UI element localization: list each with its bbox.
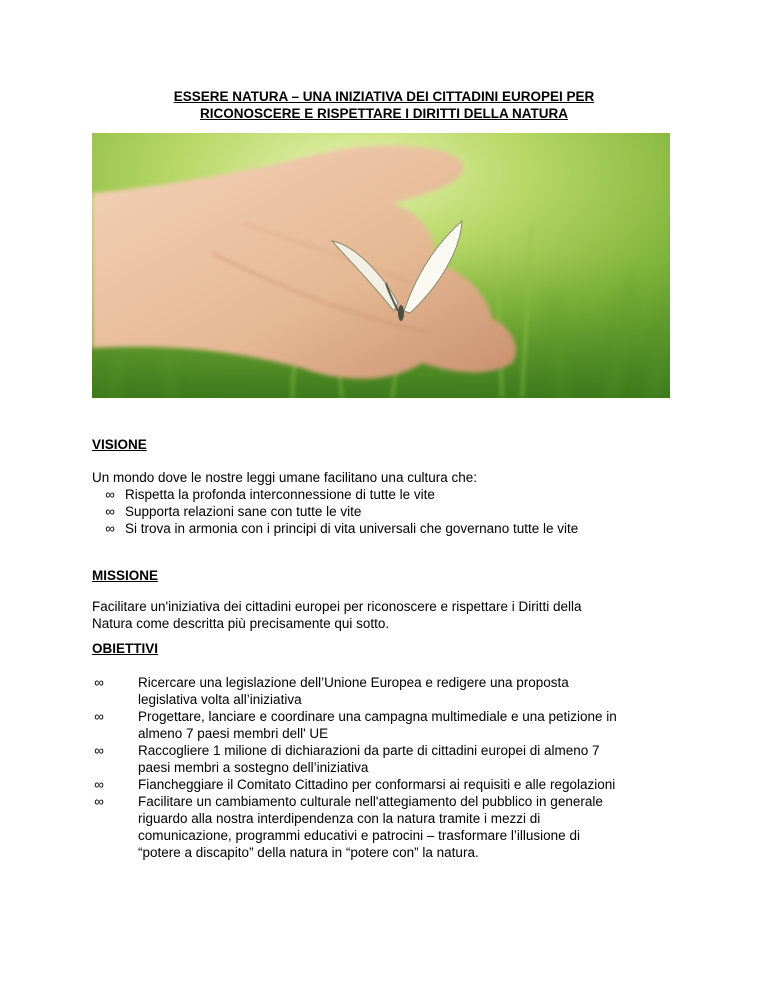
- list-item-text: [138, 793, 617, 861]
- list-item-line: “potere a discapito” della natura in “potere con” la natura.: [138, 845, 479, 860]
- list-item-line: Raccogliere 1 milione di dichiarazioni da parte di cittadini europei di almeno 7: [138, 743, 600, 758]
- list-item: [92, 776, 617, 793]
- document-title: [0, 88, 768, 122]
- list-item-text: [138, 708, 617, 742]
- list-item-line: riguardo alla nostra interdipendenza con la natura tramite i mezzi di: [138, 811, 541, 826]
- infinity-bullet-icon: ∞: [94, 675, 104, 690]
- list-item: [103, 486, 578, 503]
- list-item-text: [138, 776, 617, 793]
- goals-heading: OBIETTIVI: [92, 641, 159, 656]
- list-item: [92, 742, 617, 776]
- list-item: [103, 503, 578, 520]
- infinity-bullet-icon: ∞: [94, 794, 104, 809]
- mission-paragraph: [92, 598, 682, 632]
- goals-list: [92, 674, 617, 861]
- list-item-line: Fiancheggiare il Comitato Cittadino per conformarsi ai requisiti e alle regolazioni: [138, 777, 616, 792]
- infinity-bullet-icon: ∞: [105, 487, 115, 502]
- list-item-line: legislativa volta all’iniziativa: [138, 692, 302, 707]
- list-item-text: [138, 674, 617, 708]
- list-item-line: paesi membri a sostegno dell’iniziativa: [138, 760, 369, 775]
- list-item: [103, 520, 578, 537]
- infinity-bullet-icon: ∞: [94, 777, 104, 792]
- hand-butterfly-photo: [92, 133, 670, 398]
- infinity-bullet-icon: ∞: [105, 521, 115, 536]
- list-item-text: Rispetta la profonda interconnessione di tutte le vite: [125, 487, 435, 502]
- list-item: [92, 793, 617, 861]
- list-item: [92, 674, 617, 708]
- list-item-line: Ricercare una legislazione dell’Unione Europea e redigere una proposta: [138, 675, 569, 690]
- mission-line-2: Natura come descritta più precisamente qui sotto.: [92, 616, 390, 631]
- mission-line-1: Facilitare un'iniziativa dei cittadini europei per riconoscere e rispettare i Diritti della: [92, 599, 582, 614]
- infinity-bullet-icon: ∞: [94, 743, 104, 758]
- list-item-text: [138, 742, 617, 776]
- title-line-1: ESSERE NATURA – UNA INIZIATIVA DEI CITTADINI EUROPEI PER: [173, 89, 595, 104]
- vision-intro-text: Un mondo dove le nostre leggi umane facilitano una cultura che:: [92, 470, 477, 485]
- list-item: [92, 708, 617, 742]
- list-item-line: Progettare, lanciare e coordinare una campagna multimediale e una petizione in: [138, 709, 617, 724]
- vision-list: [103, 486, 578, 537]
- list-item-text: Si trova in armonia con i principi di vita universali che governano tutte le vite: [125, 521, 579, 536]
- vision-heading: VISIONE: [92, 437, 147, 452]
- infinity-bullet-icon: ∞: [105, 504, 115, 519]
- list-item-line: almeno 7 paesi membri dell' UE: [138, 726, 329, 741]
- list-item-text: Supporta relazioni sane con tutte le vite: [125, 504, 362, 519]
- title-line-2: RICONOSCERE E RISPETTARE I DIRITTI DELLA NATURA: [199, 106, 568, 121]
- list-item-line: Facilitare un cambiamento culturale nell'attegiamento del pubblico in generale: [138, 794, 603, 809]
- list-item-line: comunicazione, programmi educativi e patrocini – trasformare l’illusione di: [138, 828, 580, 843]
- mission-heading: MISSIONE: [92, 568, 159, 583]
- infinity-bullet-icon: ∞: [94, 709, 104, 724]
- vision-intro: [92, 469, 682, 486]
